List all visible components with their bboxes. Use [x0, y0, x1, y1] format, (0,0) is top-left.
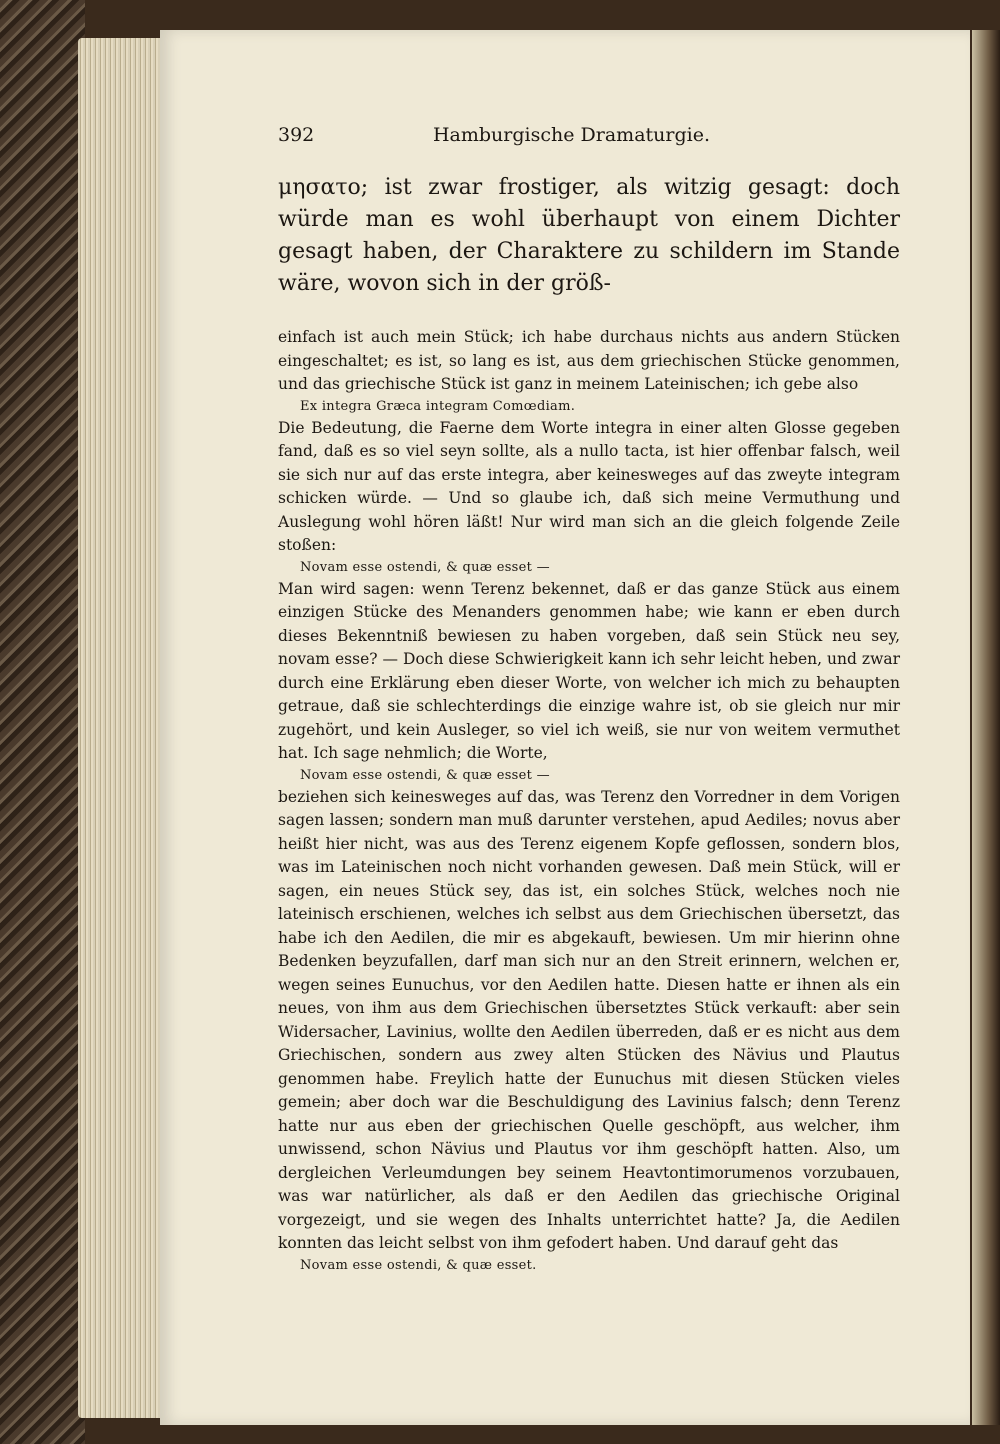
section-gap	[278, 300, 900, 326]
paragraph-1: einfach ist auch mein Stück; ich habe durchaus nichts aus andern Stücken eingeschaltet; es ist, so lang es ist, aus dem griechischen Stücke genommen, und das griechische Stück ist ganz in meinem Lateinischen; ich gebe also	[278, 328, 900, 393]
marbled-cover	[0, 0, 85, 1444]
top-paragraph: μησατο; ist zwar frostiger, als witzig gesagt: doch würde man es wohl überhaupt von einem Dichter gesagt haben, der Charaktere zu schildern im Stande wäre, wovon sich in der größ-	[278, 175, 900, 296]
latin-quote-2: Novam esse ostendi, & quæ esset —	[300, 559, 550, 575]
latin-quote-3: Novam esse ostendi, & quæ esset —	[300, 767, 550, 783]
latin-quote-1: Ex integra Græca integram Comœdiam.	[300, 398, 576, 414]
page-content	[278, 124, 900, 1276]
running-title: Hamburgische Dramaturgie.	[432, 124, 710, 146]
page-edges	[78, 38, 170, 1418]
book-gutter	[972, 30, 1000, 1425]
paragraph-4: beziehen sich keinesweges auf das, was Terenz den Vorredner in dem Vorigen sagen lassen; sondern man muß darunter verstehen, apud Aediles; novus aber heißt hier nicht, was aus des Terenz eigenem Kopfe geflossen, sondern blos, was im Lateinischen noch nicht vorhanden gewesen. Daß mein Stück, will er sagen, ein neues Stück sey, das ist, ein solches Stück, welches noch nie lateinisch erschienen, welches ich selbst aus dem Griechischen übersetzt, das habe ich den Aedilen, die mir es abgekauft, bewiesen. Um mir hierinn ohne Bedenken beyzufallen, darf man sich nur an den Streit erinnern, welchen er, wegen seines Eunuchus, vor den Aedilen hatte. Diesen hatte er ihnen als ein neues, von ihm aus dem Griechischen übersetztes Stück verkauft: aber sein Widersacher, Lavinius, wollte den Aedilen überreden, daß er es nicht aus dem Griechischen, sondern aus zwey alten Stücken des Nävius und Plautus genommen habe. Freylich hatte der Eunuchus mit diesen Stücken vieles gemein; aber doch war die Beschuldigung des Lavinius falsch; denn Terenz hatte nur aus eben der griechischen Quelle geschöpft, aus welcher, ihm unwissend, schon Nävius und Plautus vor ihm geschöpft hatten. Also, um dergleichen Verleumdungen bey seinem Heavtontimorumenos vorzubauen, was war natürlicher, als daß er den Aedilen das griechische Original vorgezeigt, und sie wegen des Inhalts unterrichtet hatte? Ja, die Aedilen konnten das leicht selbst von ihm gefodert haben. Und darauf geht das	[278, 787, 900, 1252]
paragraph-2: Die Bedeutung, die Faerne dem Worte integra in einer alten Glosse gegeben fand, daß es so viel seyn sollte, als a nullo tacta, ist hier offenbar falsch, weil sie sich nur auf das erste integra, aber keinesweges auf das zweyte integram schicken würde. — Und so glaube ich, daß sich meine Vermuthung und Auslegung wohl hören läßt! Nur wird man sich an die gleich folgende Zeile stoßen:	[278, 418, 900, 554]
latin-quote-4: Novam esse ostendi, & quæ esset.	[300, 1257, 537, 1273]
running-header	[278, 124, 900, 164]
paragraph-3: Man wird sagen: wenn Terenz bekennet, daß er das ganze Stück aus einem einzigen Stücke des Menanders genommen habe; wie kann er eben durch dieses Bekenntniß bewiesen zu haben vorgeben, daß sein Stück neu sey, novam esse? — Doch diese Schwierigkeit kann ich sehr leicht heben, und zwar durch eine Erklärung eben dieser Worte, von welcher ich mich zu behaupten getraue, daß sie schlechterdings die einzige wahre ist, ob sie gleich nur mir zugehört, und kein Ausleger, so viel ich weiß, sie nur von weitem vermuthet hat. Ich sage nehmlich; die Worte,	[278, 579, 900, 762]
page-number: 392	[278, 124, 315, 146]
